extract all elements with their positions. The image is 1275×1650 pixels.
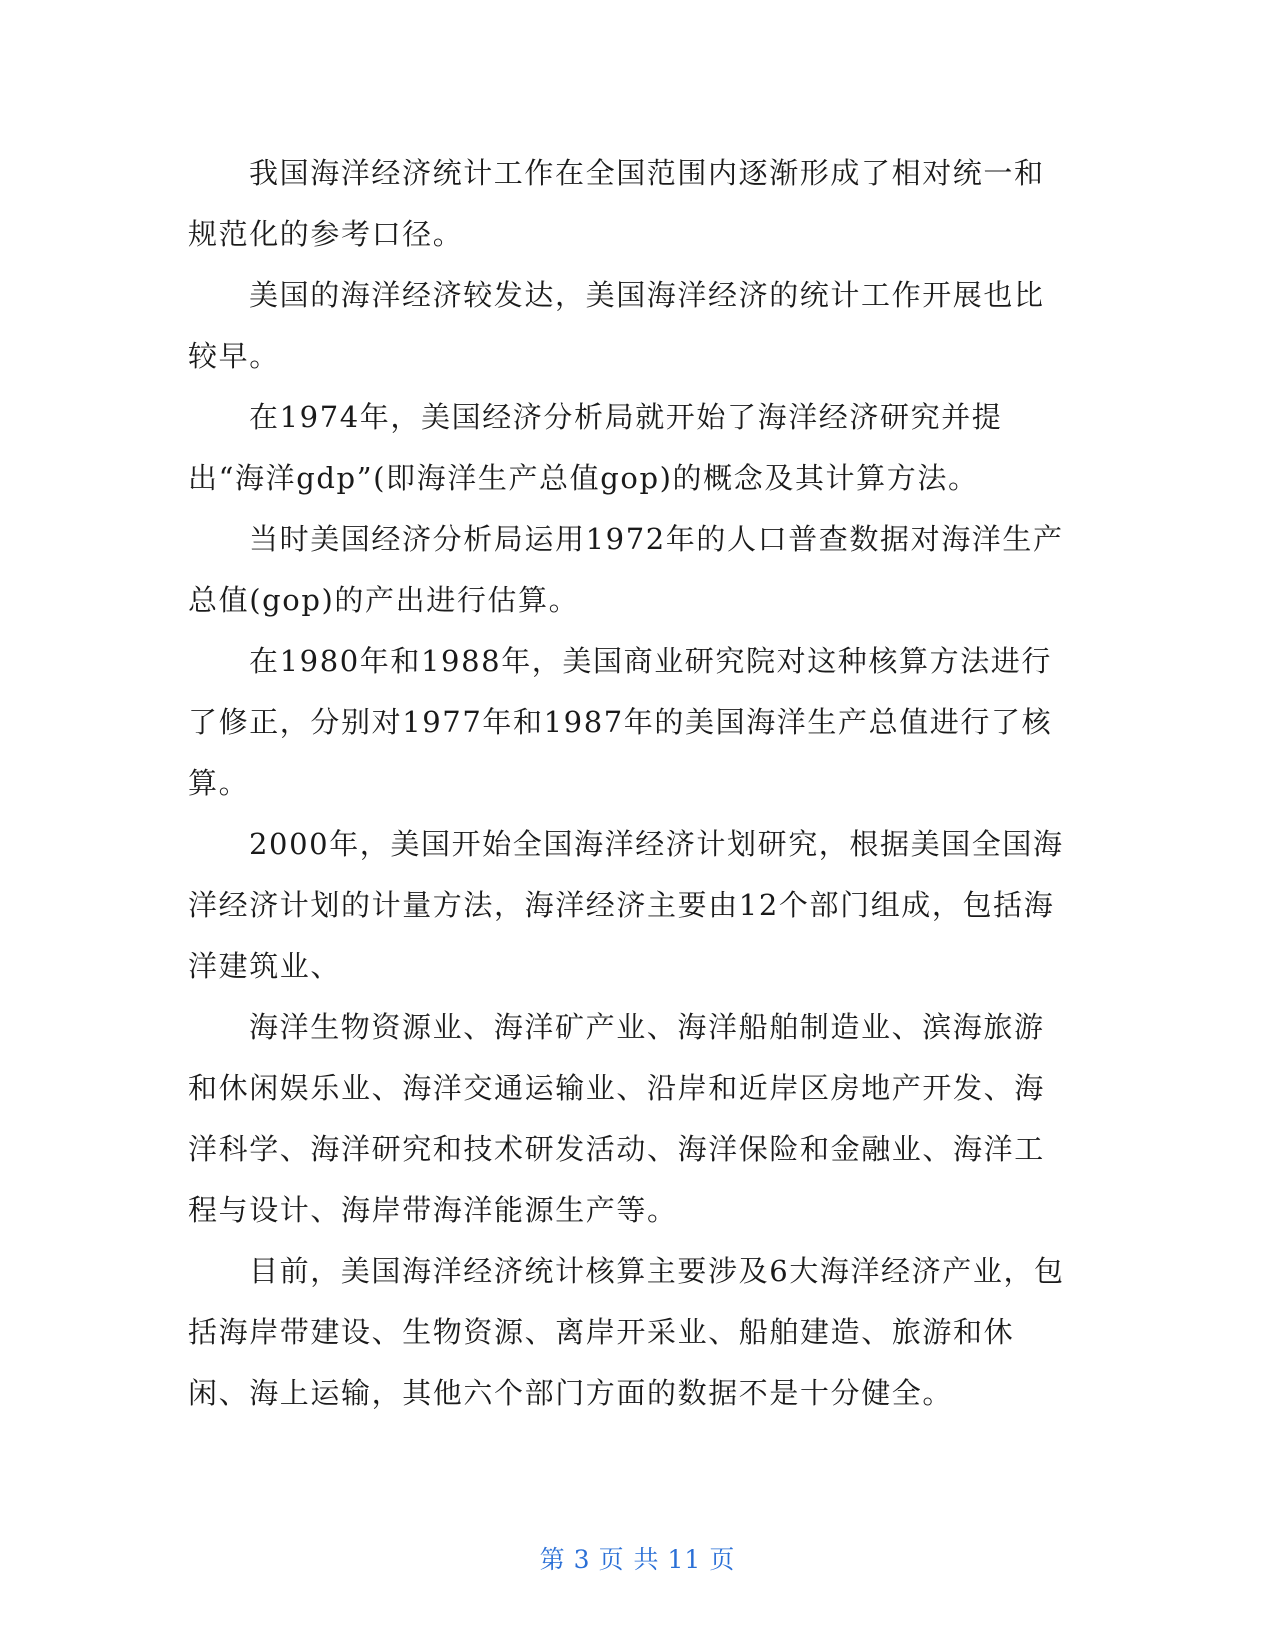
paragraph-4: 当时美国经济分析局运用1972年的人口普查数据对海洋生产总值(gop)的产出进行估算。: [188, 522, 1064, 617]
page-footer: [0, 1540, 1275, 1576]
paragraph-5: 在1980年和1988年，美国商业研究院对这种核算方法进行了修正，分别对1977年和1987年的美国海洋生产总值进行了核算。: [188, 644, 1053, 800]
paragraph-3: 在1974年，美国经济分析局就开始了海洋经济研究并提出“海洋gdp”(即海洋生产总值gop)的概念及其计算方法。: [188, 400, 1003, 495]
footer-suffix: 页: [709, 1545, 736, 1574]
paragraph-1: 我国海洋经济统计工作在全国范围内逐渐形成了相对统一和规范化的参考口径。: [188, 156, 1045, 251]
paragraph-8: 目前，美国海洋经济统计核算主要涉及6大海洋经济产业，包括海岸带建设、生物资源、离岸开采业、船舶建造、旅游和休闲、海上运输，其他六个部门方面的数据不是十分健全。: [188, 1254, 1065, 1410]
footer-prefix: 第: [539, 1545, 566, 1574]
footer-middle: 页 共: [598, 1545, 660, 1574]
paragraph-2: 美国的海洋经济较发达，美国海洋经济的统计工作开展也比较早。: [188, 278, 1045, 373]
document-body: [188, 143, 1068, 1424]
footer-current-page: 3: [573, 1545, 591, 1574]
paragraph-6: 2000年，美国开始全国海洋经济计划研究，根据美国全国海洋经济计划的计量方法，海洋经济主要由12个部门组成，包括海洋建筑业、: [188, 827, 1064, 983]
footer-total-pages: 11: [667, 1545, 702, 1574]
paragraph-7: 海洋生物资源业、海洋矿产业、海洋船舶制造业、滨海旅游和休闲娱乐业、海洋交通运输业、沿岸和近岸区房地产开发、海洋科学、海洋研究和技术研发活动、海洋保险和金融业、海洋工程与设计、海岸带海洋能源生产等。: [188, 1010, 1045, 1227]
